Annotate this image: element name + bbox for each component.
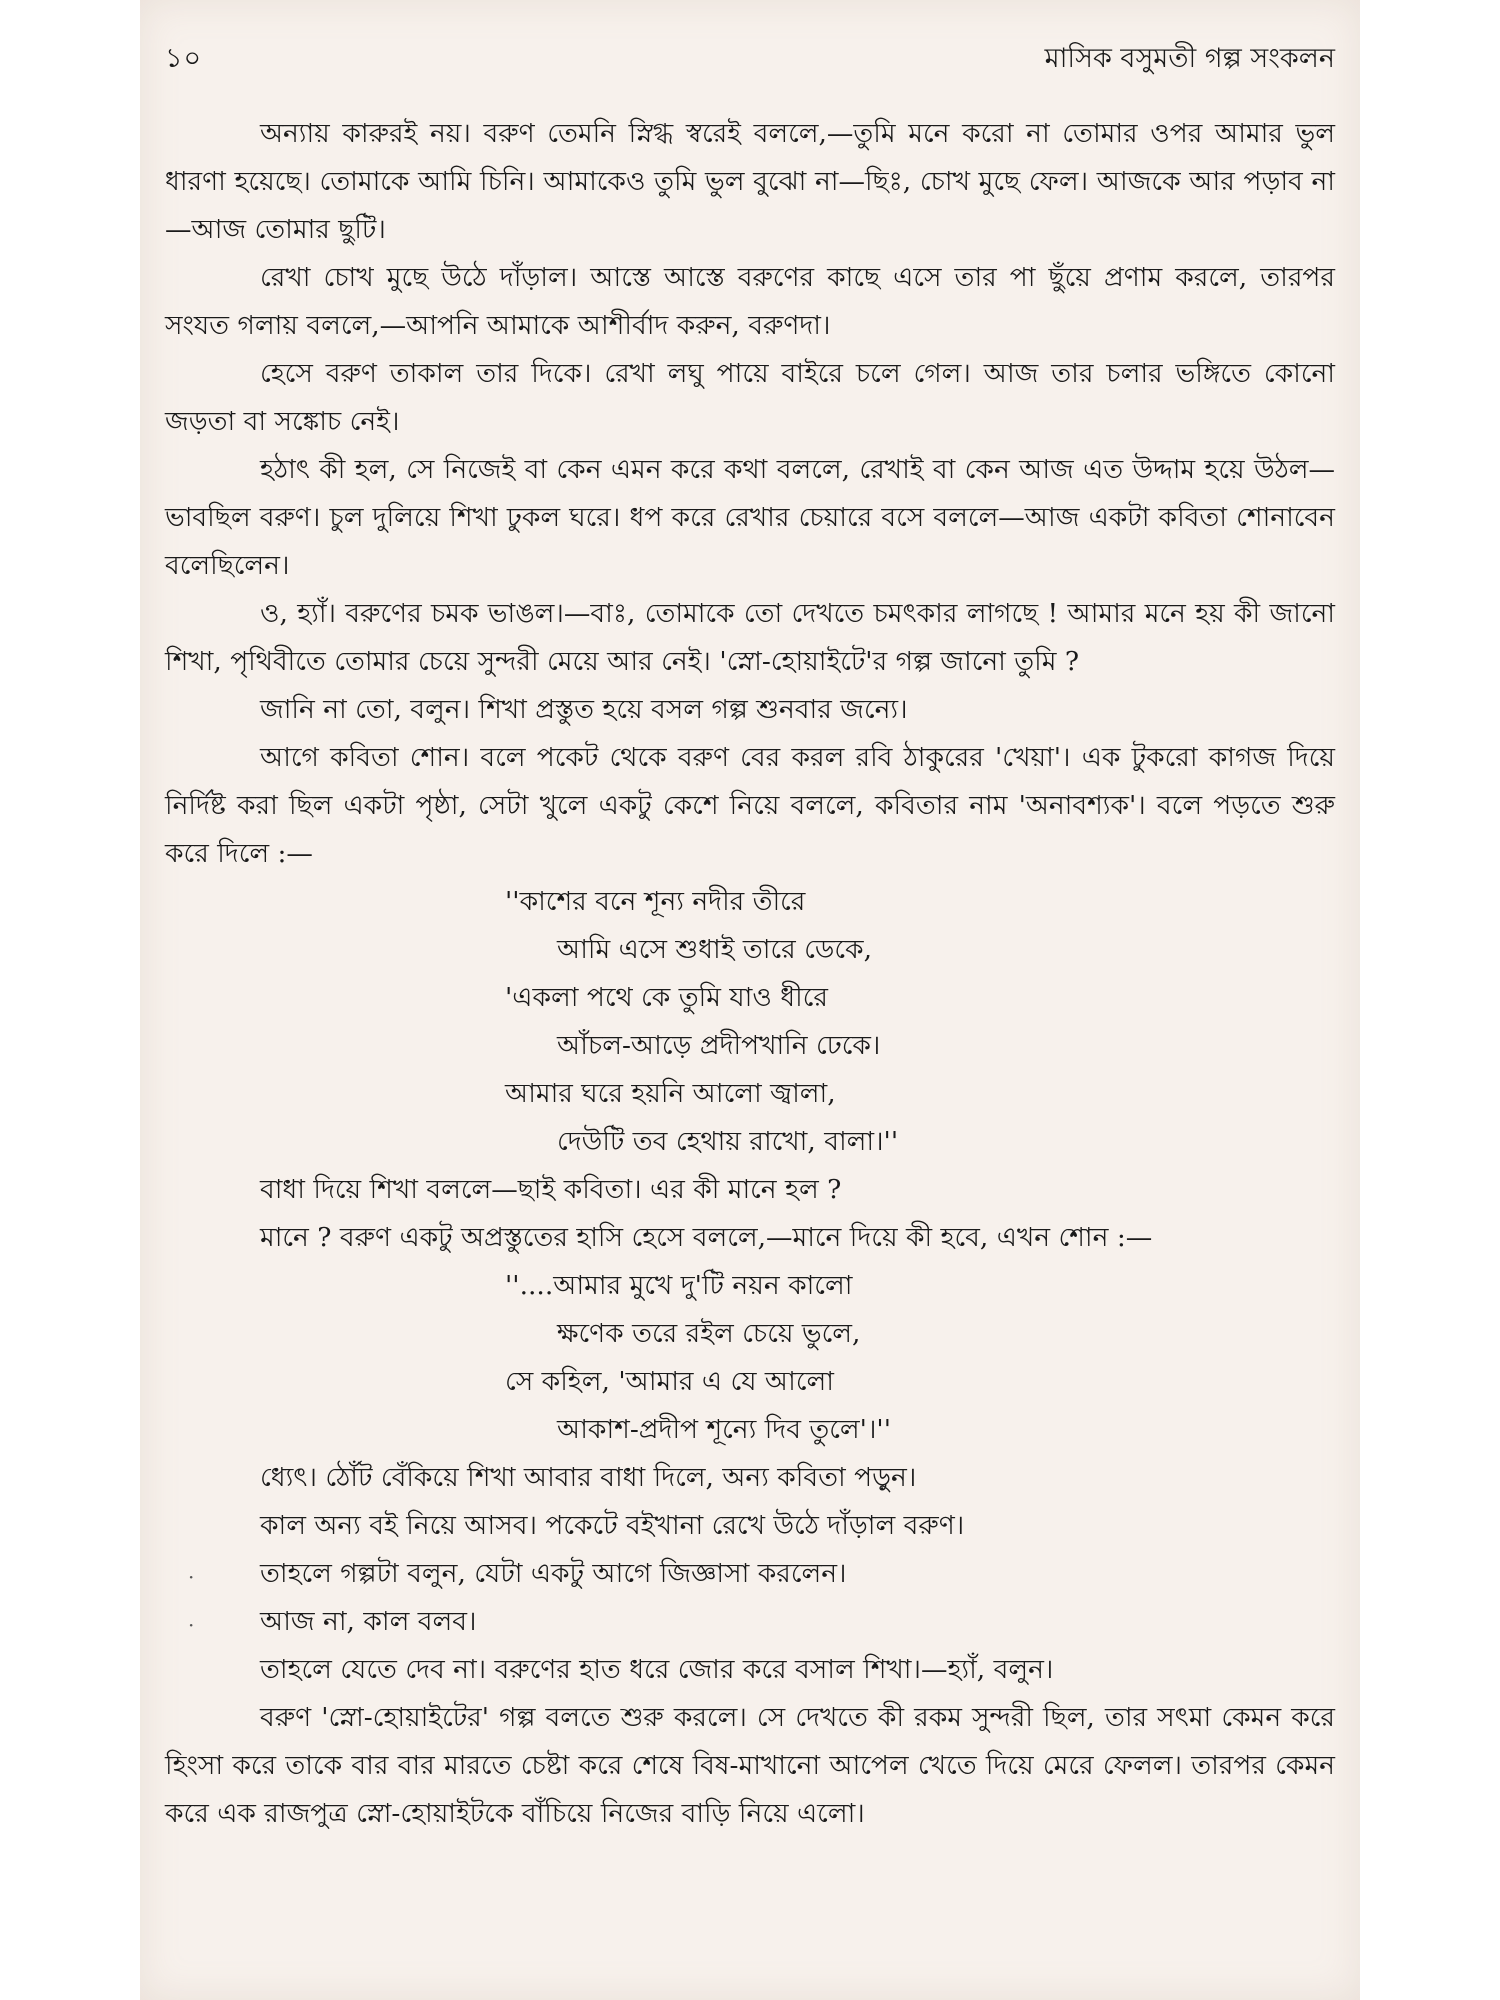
poem-line: ''কাশের বনে শূন্য নদীর তীরে — [505, 886, 806, 917]
paragraph: অন্যায় কারুরই নয়। বরুণ তেমনি স্নিগ্ধ স্বরেই বললে,—তুমি মনে করো না তোমার ওপর আমার ভুল ধারণা হয়েছে। তোমাকে আমি চিনি। আমাকেও তুমি ভুল বুঝো না—ছিঃ, চোখ মুছে ফেল। আজকে আর পড়াব না—আজ তোমার ছুটি। — [165, 118, 1335, 245]
paragraph: বরুণ 'স্নো-হোয়াইটের' গল্প বলতে শুরু করলে। সে দেখতে কী রকম সুন্দরী ছিল, তার সৎমা কেমন করে হিংসা করে তাকে বার বার মারতে চেষ্টা করে শেষে বিষ-মাখানো আপেল খেতে দিয়ে মেরে ফেলল। তারপর কেমন করে এক রাজপুত্র স্নো-হোয়াইটকে বাঁচিয়ে নিজের বাড়ি নিয়ে এলো। — [165, 1702, 1335, 1829]
body-text — [165, 110, 1335, 1838]
paragraph: হেসে বরুণ তাকাল তার দিকে। রেখা লঘু পায়ে বাইরে চলে গেল। আজ তার চলার ভঙ্গিতে কোনো জড়তা বা সঙ্কোচ নেই। — [165, 358, 1335, 437]
poem-line: আঁচল-আড়ে প্রদীপখানি ঢেকে। — [557, 1030, 881, 1061]
paragraph: বাধা দিয়ে শিখা বললে—ছাই কবিতা। এর কী মানে হল ? — [260, 1174, 842, 1205]
poem-line: দেউটি তব হেথায় রাখো, বালা।'' — [557, 1126, 899, 1157]
paragraph: মানে ? বরুণ একটু অপ্রস্তুতের হাসি হেসে বললে,—মানে দিয়ে কী হবে, এখন শোন :— — [260, 1222, 1153, 1253]
paragraph: আজ না, কাল বলব। — [260, 1606, 477, 1637]
margin-dot: · — [188, 1613, 195, 1637]
poem-line: 'একলা পথে কে তুমি যাও ধীরে — [505, 982, 828, 1013]
margin-dot: · — [188, 1565, 195, 1589]
paragraph: ধ্যেৎ। ঠোঁট বেঁকিয়ে শিখা আবার বাধা দিলে, অন্য কবিতা পড়ুন। — [260, 1462, 917, 1493]
poem-line: ''....আমার মুখে দু'টি নয়ন কালো — [505, 1270, 853, 1301]
page-header — [165, 32, 1335, 82]
paragraph: হঠাৎ কী হল, সে নিজেই বা কেন এমন করে কথা বললে, রেখাই বা কেন আজ এত উদ্দাম হয়ে উঠল—ভাবছিল বরুণ। চুল দুলিয়ে শিখা ঢুকল ঘরে। ধপ করে রেখার চেয়ারে বসে বললে—আজ একটা কবিতা শোনাবেন বলেছিলেন। — [165, 454, 1336, 581]
paragraph: আগে কবিতা শোন। বলে পকেট থেকে বরুণ বের করল রবি ঠাকুরের 'খেয়া'। এক টুকরো কাগজ দিয়ে নির্দিষ্ট করা ছিল একটা পৃষ্ঠা, সেটা খুলে একটু কেশে নিয়ে বললে, কবিতার নাম 'অনাবশ্যক'। বলে পড়তে শুরু করে দিলে :— — [165, 742, 1335, 869]
poem-line: আমার ঘরে হয়নি আলো জ্বালা, — [505, 1078, 836, 1109]
paragraph: রেখা চোখ মুছে উঠে দাঁড়াল। আস্তে আস্তে বরুণের কাছে এসে তার পা ছুঁয়ে প্রণাম করলে, তারপর সংযত গলায় বললে,—আপনি আমাকে আশীর্বাদ করুন, বরুণদা। — [165, 262, 1335, 341]
poem-line: ক্ষণেক তরে রইল চেয়ে ভুলে, — [557, 1318, 861, 1349]
paragraph: ও, হ্যাঁ। বরুণের চমক ভাঙল।—বাঃ, তোমাকে তো দেখতে চমৎকার লাগছে ! আমার মনে হয় কী জানো শিখা, পৃথিবীতে তোমার চেয়ে সুন্দরী মেয়ে আর নেই। 'স্নো-হোয়াইটে'র গল্প জানো তুমি ? — [165, 598, 1335, 677]
poem-line: সে কহিল, 'আমার এ যে আলো — [505, 1366, 834, 1397]
paragraph: জানি না তো, বলুন। শিখা প্রস্তুত হয়ে বসল গল্প শুনবার জন্যে। — [260, 694, 908, 725]
poem-line: আমি এসে শুধাই তারে ডেকে, — [557, 934, 873, 965]
poem-line: আকাশ-প্রদীপ শূন্যে দিব তুলে'।'' — [557, 1414, 892, 1445]
poem-excerpt — [165, 878, 1335, 1166]
paragraph: তাহলে যেতে দেব না। বরুণের হাত ধরে জোর করে বসাল শিখা।—হ্যাঁ, বলুন। — [260, 1654, 1054, 1685]
page-number: ১০ — [165, 43, 203, 74]
paragraph: তাহলে গল্পটা বলুন, যেটা একটু আগে জিজ্ঞাসা করলেন। — [260, 1558, 847, 1589]
paragraph: কাল অন্য বই নিয়ে আসব। পকেটে বইখানা রেখে উঠে দাঁড়াল বরুণ। — [260, 1510, 965, 1541]
running-title: মাসিক বসুমতী গল্প সংকলন — [1044, 43, 1335, 74]
poem-excerpt — [165, 1262, 1335, 1454]
